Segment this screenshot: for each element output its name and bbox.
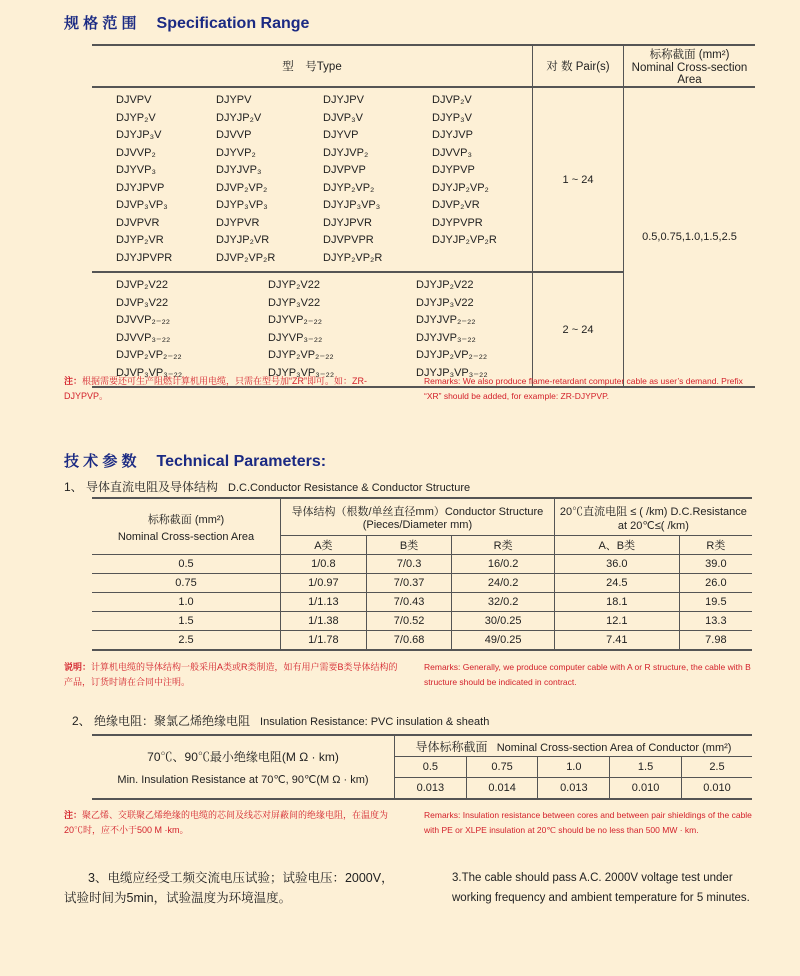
model-name: DJYP₂VP₂R (323, 251, 383, 264)
model-name: DJYP₃VP₃₋₂₂ (268, 366, 335, 379)
table-cell: 7/0.43 (366, 593, 452, 612)
model-name: DJVP₃V22 (116, 296, 169, 309)
table-cell: 1.5 (92, 612, 281, 631)
model-name: DJYJVP₃ (216, 164, 262, 176)
table-row (92, 631, 752, 651)
model-name: DJVVP₂₋₂₂ (116, 314, 171, 326)
resistance-header: 20℃直流电阻 ≤ ( /km) D.C.Resistance at 20℃≤( /km) (554, 498, 752, 536)
table-cell: 1/1.78 (281, 631, 367, 651)
model-name: DJVP₂VR (432, 199, 480, 211)
table-cell: 49/0.25 (452, 631, 554, 651)
table-cell: 19.5 (679, 593, 752, 612)
model-name: DJYVP₂ (216, 146, 256, 159)
area-header: 导体标称截面 Nominal Cross-section Area of Conductor (mm²) (395, 735, 753, 757)
pairs-2: 2 ~ 24 (533, 272, 624, 387)
class-header: A、B类 (554, 536, 679, 555)
table-cell: 0.5 (92, 555, 281, 574)
model-name: DJYJPVP (116, 181, 165, 194)
model-name: DJYJP₃VP₃₋₂₂ (416, 366, 488, 379)
model-name: DJYP₂V22 (268, 279, 320, 291)
resistance-cell: 0.014 (466, 778, 538, 800)
model-name: DJYJP₃VP₃ (323, 199, 381, 211)
tech-heading: 技 术 参 数 Technical Parameters: (64, 453, 327, 470)
model-name: DJYPVPR (432, 216, 483, 229)
table-cell: 30/0.25 (452, 612, 554, 631)
model-name: DJYJP₂VR (216, 234, 270, 246)
table-cell: 13.3 (679, 612, 752, 631)
model-name: DJYJP₃V (116, 129, 162, 141)
section-1-title: 1、 导体直流电阻及导体结构 D.C.Conductor Resistance & Conductor Structure (64, 480, 471, 494)
table-row (92, 593, 752, 612)
model-name: DJYVP₃ (116, 164, 156, 176)
model-name: DJVVP (216, 129, 252, 141)
model-name: DJYJP₂VP₂₋₂₂ (416, 349, 488, 361)
spec-note-cn: 注：根据需要还可生产阻燃计算机用电缆，只需在型号加“ZR”即可。如：ZR-DJYPVP。 (64, 376, 368, 401)
area-cell: 0.75 (466, 757, 538, 778)
model-name: DJVPVR (116, 216, 160, 229)
type-header: 型 号Type (92, 45, 533, 87)
class-header: B类 (366, 536, 452, 555)
model-name: DJYJP₂V22 (416, 279, 474, 291)
model-name: DJYPVP (432, 164, 475, 176)
table-cell: 1/0.8 (281, 555, 367, 574)
table-cell: 1/1.38 (281, 612, 367, 631)
model-name: DJYJP₂VP₂R (432, 234, 497, 246)
area-cell: 1.0 (538, 757, 610, 778)
class-header: R类 (452, 536, 554, 555)
model-name: DJYP₃V (432, 111, 472, 124)
model-name: DJVP₂VP₂R (216, 251, 276, 264)
table-cell: 18.1 (554, 593, 679, 612)
model-grid-1 (92, 88, 532, 271)
model-name: DJVPV (116, 94, 152, 106)
model-name: DJYJPVPR (116, 251, 173, 264)
model-name: DJVP₃V (323, 111, 363, 124)
model-name: DJVPVP (323, 164, 366, 176)
table-cell: 24/0.2 (452, 574, 554, 593)
spec-title-en: Specification Range (156, 15, 310, 32)
model-name: DJVVP₃₋₂₂ (116, 331, 171, 344)
area-cell: 0.5 (395, 757, 467, 778)
model-name: DJVP₂VP₂ (216, 181, 268, 194)
table-cell: 16/0.2 (452, 555, 554, 574)
model-name: DJYPV (216, 94, 252, 106)
insulation-label: 70℃、90℃最小绝缘电阻(M Ω · km) Min. Insulation Resistance at 70℃, 90℃(M Ω · km) (92, 735, 395, 799)
area-cell: 1.5 (610, 757, 682, 778)
model-name: DJYP₃V22 (268, 296, 321, 309)
model-name: DJYJVP₃₋₂₂ (416, 331, 476, 344)
table-row (92, 612, 752, 631)
model-name: DJYJP₂V (216, 111, 262, 124)
pairs-1: 1 ~ 24 (533, 87, 624, 272)
table-cell: 1.0 (92, 593, 281, 612)
resistance-cell: 0.013 (395, 778, 467, 800)
table-cell: 7/0.52 (366, 612, 452, 631)
spec-title-cn: 规 格 范 围 (64, 15, 137, 32)
model-name: DJVPVPR (323, 234, 374, 246)
model-name: DJVP₂VP₂₋₂₂ (116, 349, 182, 361)
model-name: DJYP₂VP₂₋₂₂ (268, 349, 334, 361)
area-header: 标称截面 (mm²) Nominal Cross-section Area (92, 498, 281, 555)
model-name: DJVP₂V (432, 94, 472, 106)
note-2-cn: 注：聚乙烯、交联聚乙烯绝缘的电缆的芯间及线芯对屏蔽间的绝缘电阻，在温度为20℃时，应不小于500 M ·km。 (64, 810, 389, 835)
table-cell: 7.41 (554, 631, 679, 651)
model-name: DJVP₃VP₃ (116, 199, 168, 211)
class-header: A类 (281, 536, 367, 555)
spec-note-en: Remarks: We also produce flame-retardant computer cable as user’s demand. Prefix “XR” should be added, for example: ZR-DJYPVP. (424, 376, 743, 401)
spec-heading (64, 12, 309, 33)
insulation-table (92, 734, 752, 800)
model-name: DJYP₂VR (116, 234, 164, 246)
section-3-cn: 3、电缆应经受工频交流电压试验；试验电压：2000V，试验时间为5min，试验温度为环境温度。 (64, 871, 394, 905)
resistance-cell: 0.013 (538, 778, 610, 800)
table-cell: 26.0 (679, 574, 752, 593)
model-name: DJYJP₃V22 (416, 296, 474, 309)
class-header: R类 (679, 536, 752, 555)
table-cell: 24.5 (554, 574, 679, 593)
model-name: DJYJVP (432, 129, 473, 141)
model-name: DJYP₂V (116, 111, 156, 124)
table-cell: 7.98 (679, 631, 752, 651)
area-cell: 2.5 (681, 757, 752, 778)
table-cell: 39.0 (679, 555, 752, 574)
model-name: DJVVP₃ (432, 146, 472, 159)
model-name (432, 251, 532, 267)
table-cell: 12.1 (554, 612, 679, 631)
conductor-table (92, 497, 752, 651)
model-name: DJYJP₂VP₂ (432, 181, 489, 194)
model-name: DJYVP₂₋₂₂ (268, 314, 323, 326)
table-row (92, 574, 752, 593)
resistance-cell: 0.010 (681, 778, 752, 800)
table-cell: 32/0.2 (452, 593, 554, 612)
model-name: DJYJPV (323, 94, 364, 106)
pairs-header: 对 数 Pair(s) (533, 45, 624, 87)
section-2-title: 2、 绝缘电阻：聚氯乙烯绝缘电阻 Insulation Resistance: PVC insulation & sheath (72, 714, 490, 728)
table-cell: 36.0 (554, 555, 679, 574)
table-cell: 7/0.68 (366, 631, 452, 651)
note-2-en: Remarks: Insulation resistance between cores and between pair shieldings of the cable with PE or XLPE insulation at 20℃ should be no less than 500 MW · km. (424, 810, 752, 835)
table-cell: 7/0.3 (366, 555, 452, 574)
table-cell: 7/0.37 (366, 574, 452, 593)
table-cell: 0.75 (92, 574, 281, 593)
table-cell: 1/0.97 (281, 574, 367, 593)
model-name: DJYPVR (216, 216, 260, 229)
note-1-cn: 说明：计算机电缆的导体结构一般采用A类或R类制造，如有用户需要B类导体结构的产品，订货时请在合同中注明。 (64, 662, 398, 687)
spec-table (92, 44, 755, 388)
area-header: 标称截面 (mm²) Nominal Cross-section Area (624, 45, 756, 87)
table-cell: 2.5 (92, 631, 281, 651)
table-row (92, 555, 752, 574)
table-cell: 1/1.13 (281, 593, 367, 612)
model-name: DJVVP₂ (116, 146, 156, 159)
model-name: DJVP₂V22 (116, 279, 168, 291)
model-name: DJYVP (323, 129, 359, 141)
model-name: DJYJVP₂₋₂₂ (416, 314, 476, 326)
note-1-en: Remarks: Generally, we produce computer cable with A or R structure, the cable with B structure should be indicated in contract. (424, 662, 751, 687)
area-values: 0.5,0.75,1.0,1.5,2.5 (624, 87, 756, 387)
model-grid-2 (92, 273, 532, 386)
resistance-cell: 0.010 (610, 778, 682, 800)
structure-header: 导体结构（根数/单丝直径mm）Conductor Structure (Pieces/Diameter mm) (281, 498, 555, 536)
model-name: DJYP₃VP₃ (216, 199, 268, 211)
model-name: DJYJPVR (323, 216, 372, 229)
section-3-en: 3.The cable should pass A.C. 2000V voltage test under working frequency and ambient temperature for 5 minutes. (452, 872, 750, 904)
model-name: DJYJVP₂ (323, 146, 369, 159)
model-name: DJYP₂VP₂ (323, 181, 375, 194)
model-name: DJVP₃VP₃₋₂₂ (116, 366, 183, 379)
model-name: DJYVP₃₋₂₂ (268, 331, 323, 344)
